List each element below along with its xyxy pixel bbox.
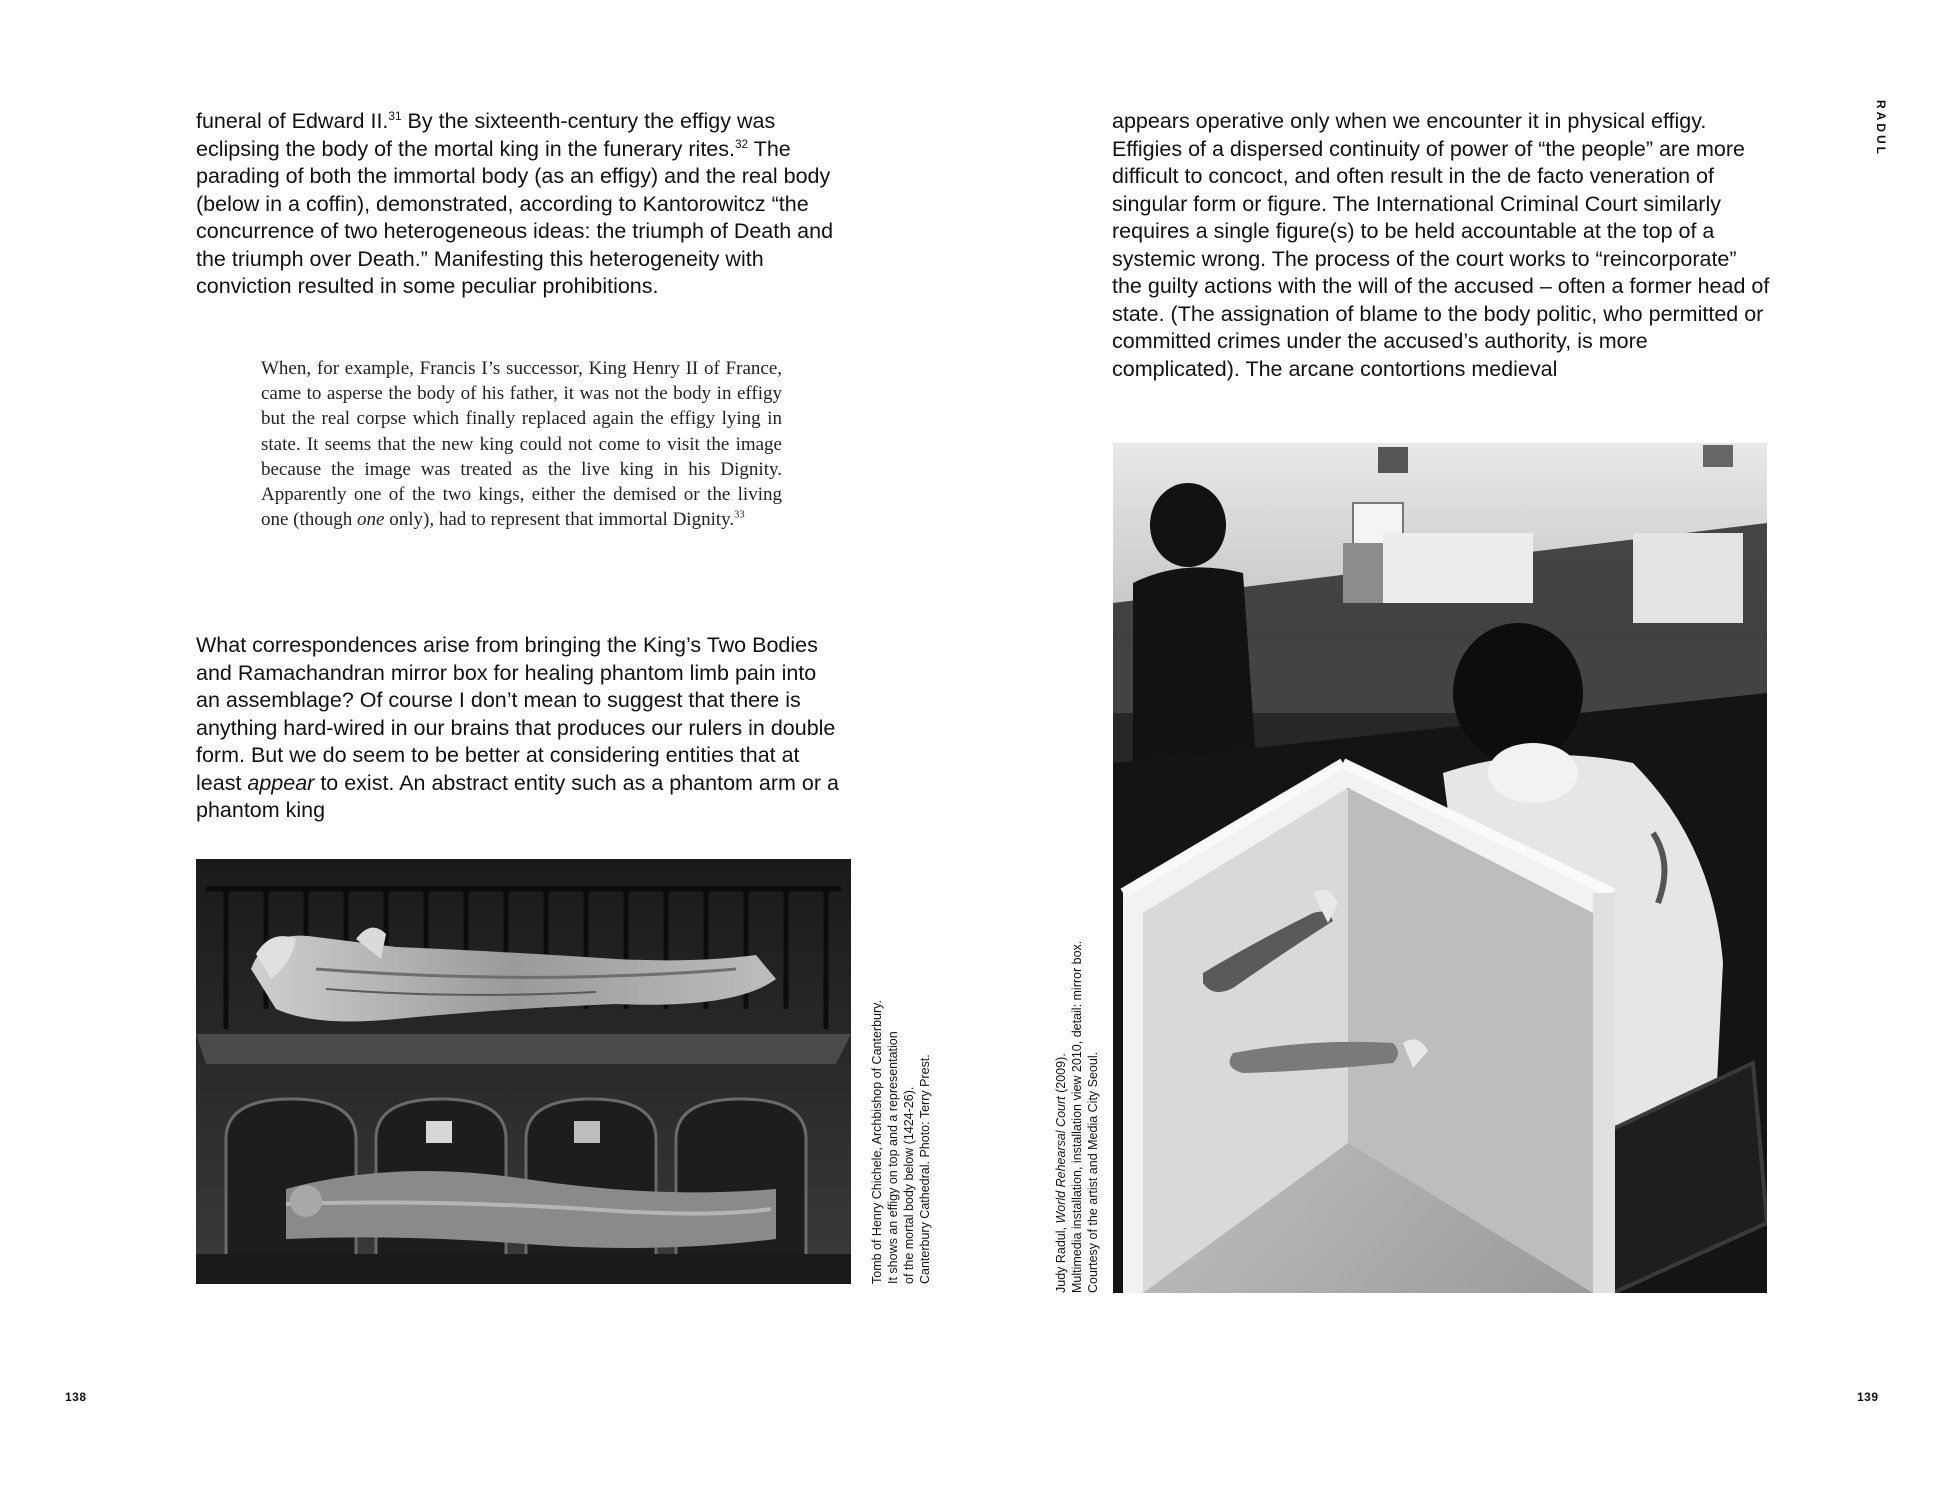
quote-text-b: only), had to represent that immortal Dignity. — [384, 509, 735, 531]
tomb-effigy-photo — [196, 859, 851, 1284]
caption-line-2: It shows an effigy on top and a representation — [886, 1031, 900, 1284]
right-body-paragraph-1 — [1112, 108, 1772, 383]
footnote-ref-32[interactable]: 32 — [734, 136, 749, 151]
caption-year: (2009). — [1054, 1053, 1068, 1097]
tomb-photo-illustration — [196, 859, 851, 1284]
running-head: RADUL — [1874, 100, 1888, 157]
quote-text-a: When, for example, Francis I’s successor, King Henry II of France, came to asperse the body of his father, it was not the body in effigy but the real corpse which finally replaced again the effigy lying in state. It seems that the new king could not come to visit the image because the image was treated as the live king in his Dignity. Apparently one of the two kings, either the demised or the living one (though — [261, 358, 782, 531]
caption-line-4: Canterbury Cathedral. Photo: Terry Prest. — [918, 1054, 932, 1284]
caption-work-title: World Rehearsal Court — [1054, 1096, 1068, 1224]
page-number-left: 138 — [65, 1390, 87, 1404]
left-para1-text-c: The parading of both the immortal body (as an effigy) and the real body (below in a coffin), demonstrated, according to Kantorowitcz “the concurrence of two heterogeneous ideas: the triumph of Death and the triumph over Death.” Manifesting this heterogeneity with conviction resulted in some peculiar prohibitions. — [196, 136, 834, 298]
footnote-ref-31[interactable]: 31 — [388, 108, 402, 123]
left-para2-text-a: What correspondences arise from bringing the King’s Two Bodies and Ramachandran mirror box for healing phantom limb pain into an assemblage? Of course I don’t mean to suggest that there is anything hard-wired in our brains that produces our rulers in double form. But we do seem to be better at considering entities that at least — [196, 633, 836, 795]
caption-details: Multimedia installation, installation view 2010, detail: mirror box. — [1070, 940, 1084, 1293]
quote-emphasis: one — [357, 509, 385, 531]
left-para2-emphasis: appear — [247, 770, 315, 795]
caption-credit: Courtesy of the artist and Media City Seoul. — [1086, 1051, 1100, 1293]
tomb-photo-caption — [869, 1000, 933, 1284]
left-para2-text-b: to exist. An abstract entity such as a phantom arm or a phantom king — [196, 770, 839, 822]
left-para1-text-b: By the sixteenth-century the effigy was eclipsing the body of the mortal king in the funerary rites. — [196, 109, 776, 161]
mirror-box-photo-caption — [1053, 941, 1101, 1293]
mirror-box-photo-illustration — [1113, 443, 1767, 1293]
block-quote — [261, 356, 782, 532]
left-body-paragraph-1 — [196, 108, 846, 301]
right-para1-text: appears operative only when we encounter it in physical effigy. Effigies of a dispersed continuity of power of “the people” are more difficult to concoct, and often result in the de facto veneration of singular form or figure. The International Criminal Court similarly requires a single figure(s) to be held accountable at the top of a systemic wrong. The process of the court works to “reincorporate” the guilty actions with the will of the accused – often a former head of state. (The assignation of blame to the body politic, who permitted or committed crimes under the accused’s authority, is more complicated). The arcane contortions medieval — [1112, 109, 1770, 381]
caption-line-3: of the mortal body below (1424-26). — [902, 1086, 916, 1284]
caption-artist: Judy Radul, — [1054, 1223, 1068, 1293]
footnote-ref-33[interactable]: 33 — [734, 509, 745, 521]
mirror-box-installation-photo — [1113, 443, 1767, 1293]
left-para1-text-a: funeral of Edward II. — [196, 109, 389, 133]
page-number-right: 139 — [1857, 1390, 1879, 1404]
left-body-paragraph-2 — [196, 632, 846, 825]
caption-line-1: Tomb of Henry Chichele, Archbishop of Canterbury. — [870, 1000, 884, 1284]
